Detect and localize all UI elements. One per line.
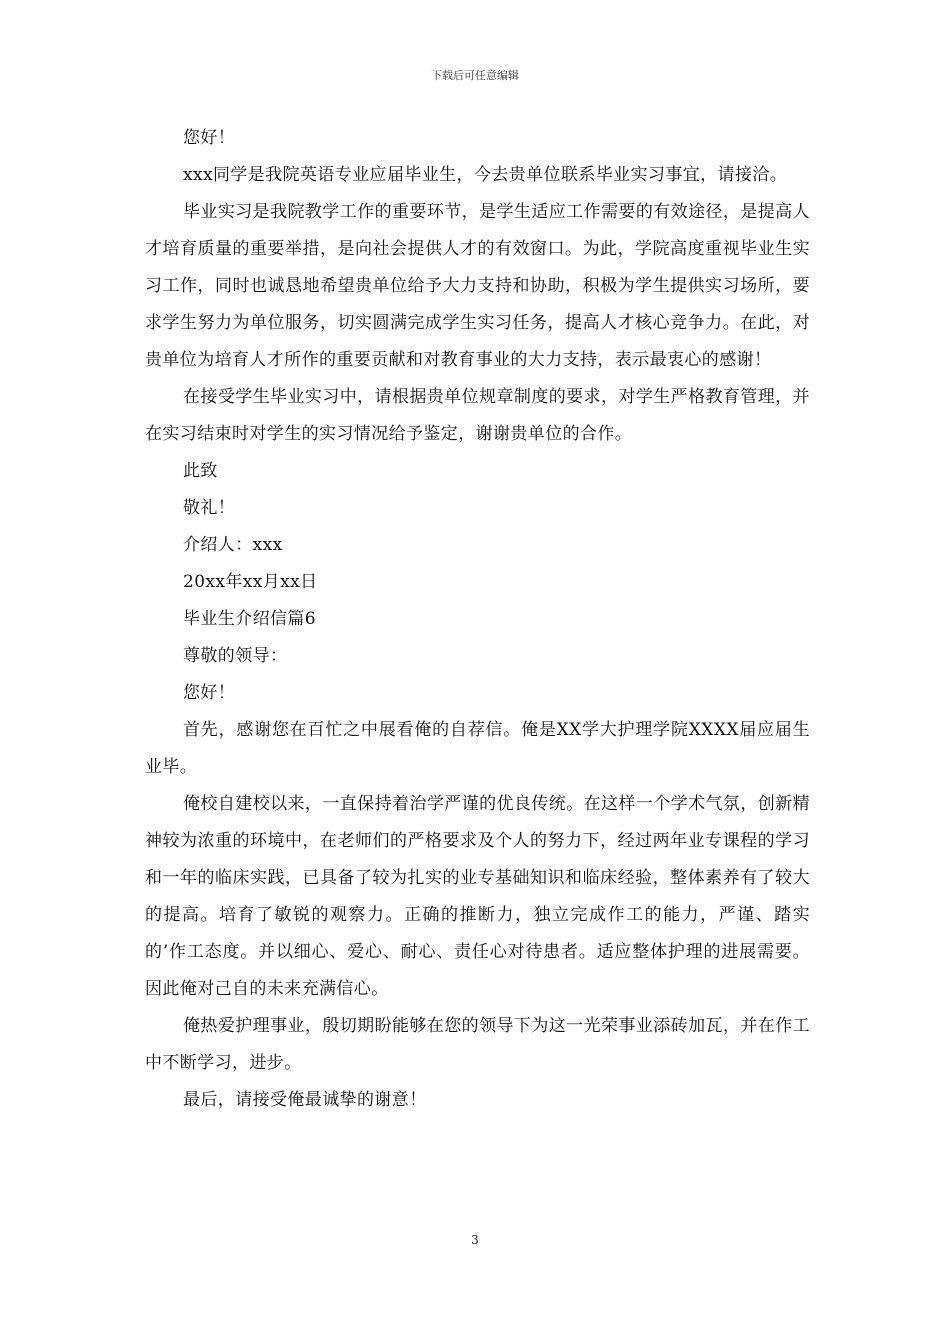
paragraph-intro: xxx同学是我院英语专业应届毕业生，今去贵单位联系毕业实习事宜，请接洽。 <box>183 165 788 185</box>
closing-line-1: 此致 <box>183 461 218 481</box>
header-note: 下载后可任意编辑 <box>431 69 519 82</box>
paragraph-school: 俺校自建校以来，一直保持着治学严谨的优良传统。在这样一个学术气氛，创新精神较为浓重的环境中，在老师们的严格要求及个人的努力下，经过两年业专课程的学习和一年的临床实践，已具备了较为扎实的业专基础知识和临床经验，整体素养有了较大的提高。培育了敏锐的观察力。正确的推断力，独立完成作工的能力，严谨、踏实的’作工态度。并以细心、爱心、耐心、责任心对待患者。适应整体护理的进展需要。因此俺对己自的未来充满信心。 <box>145 794 810 999</box>
paragraph-internship-importance: 毕业实习是我院教学工作的重要环节，是学生适应工作需要的有效途径，是提高人才培育质量的重要举措，是向社会提供人才的有效窗口。为此，学院高度重视毕业生实习工作，同时也诚恳地希望贵单位给予大力支持和协助，积极为学生提供实习场所，要求学生努力为单位服务，切实圆满完成学生实习任务，提高人才核心竞争力。在此，对贵单位为培育人才所作的重要贡献和对教育事业的大力支持，表示最衷心的感谢！ <box>145 202 810 370</box>
paragraph-request: 在接受学生毕业实习中，请根据贵单位规章制度的要求，对学生严格教育管理，并在实习结束时对学生的实习情况给予鉴定，谢谢贵单位的合作。 <box>145 387 810 444</box>
salutation: 尊敬的领导： <box>183 646 288 666</box>
date-line: 20xx年xx月xx日 <box>183 572 318 592</box>
greeting: 您好！ <box>183 128 236 148</box>
greeting-2: 您好！ <box>183 683 236 703</box>
paragraph-passion: 俺热爱护理事业，殷切期盼能够在您的领导下为这一光荣事业添砖加瓦，并在作工中不断学习，进步。 <box>145 1016 810 1073</box>
page-number: 3 <box>471 1233 479 1247</box>
letter-body <box>145 120 810 1119</box>
closing-line-2: 敬礼！ <box>183 498 236 518</box>
paragraph-thanks: 最后，请接受俺最诚挚的谢意！ <box>183 1090 427 1110</box>
introducer-line: 介绍人：xxx <box>183 535 283 555</box>
section-title: 毕业生介绍信篇6 <box>183 609 317 629</box>
paragraph-self-intro: 首先，感谢您在百忙之中展看俺的自荐信。俺是XX学大护理学院XXXX届应届生业毕。 <box>145 720 810 777</box>
